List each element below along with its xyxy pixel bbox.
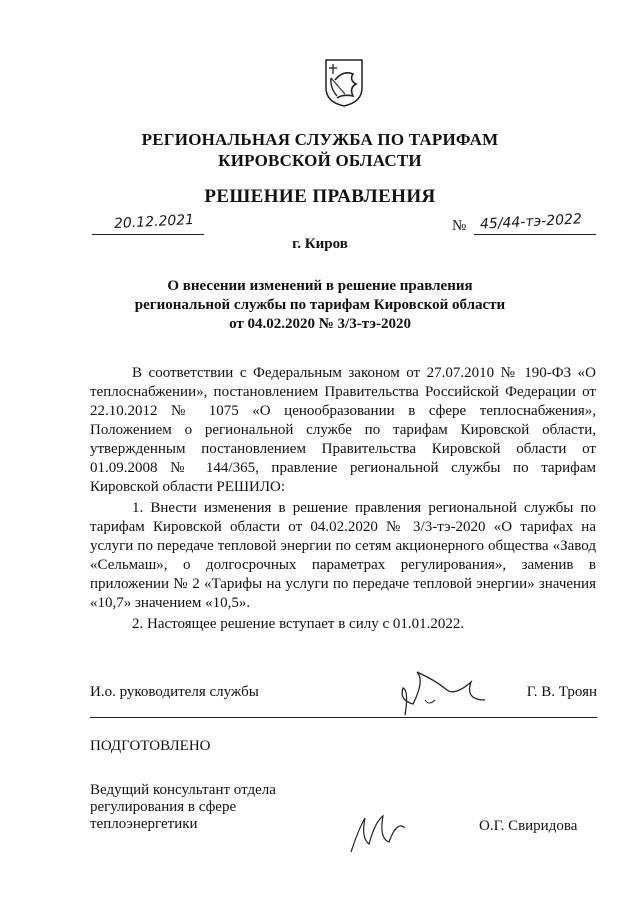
subject-line2: региональной службы по тарифам Кировской области — [134, 297, 506, 313]
preparer-position — [90, 782, 350, 833]
document-body — [90, 364, 596, 634]
signature-mark — [395, 660, 505, 730]
separator-line — [90, 717, 597, 718]
coat-of-arms-icon — [323, 58, 365, 108]
preparer-position-line1: Ведущий консультант отдела — [90, 782, 276, 798]
document-type-title: РЕШЕНИЕ ПРАВЛЕНИЯ — [204, 186, 436, 207]
subject-line3: от 04.02.2020 № 3/3-тэ-2020 — [229, 316, 411, 332]
decision-item-1: 1. Внести изменения в решение правления региональной службы по тарифам Кировской области от 04.02.2020 № 3/3-тэ-2020 «О тарифах на услуги по передаче тепловой энергии по сетям акционерного общества «Завод «Сельмаш», о долгосрочных параметрах регулирования», заменив в приложении № 2 «Тарифы на услуги по передаче тепловой энергии» значения «10,7» значением «10,5». — [90, 500, 596, 611]
preparer-position-line3: теплоэнергетики — [90, 816, 198, 832]
city: г. Киров — [292, 236, 348, 252]
document-date: 20.12.2021 — [113, 211, 195, 233]
preparer-signature-mark — [345, 808, 415, 858]
prepared-label: ПОДГОТОВЛЕНО — [90, 738, 211, 754]
preparer-position-line2: регулирования в сфере — [90, 799, 237, 815]
number-sign: № — [452, 218, 467, 234]
org-name-line2: КИРОВСКОЙ ОБЛАСТИ — [218, 151, 422, 170]
signatory-name: Г. В. Троян — [526, 684, 597, 700]
preparer-name: О.Г. Свиридова — [479, 818, 578, 834]
signatory-title: И.о. руководителя службы — [90, 684, 259, 700]
decision-item-2: 2. Настоящее решение вступает в силу с 01.01.2022. — [132, 616, 465, 632]
subject-line1: О внесении изменений в решение правления — [167, 278, 473, 294]
document-number: 45/44-тэ-2022 — [479, 211, 583, 233]
preamble-paragraph: В соответствии с Федеральным законом от 27.07.2010 № 190-ФЗ «О теплоснабжении», постановлением Правительства Российской Федерации от 22.10.2012 № 1075 «О ценообразовании в сфере теплоснабжения», Положением о региональной службе по тарифам Кировской области, утвержденным постановлением Правительства Кировской области от 01.09.2008 № 144/365, правление региональной службы по тарифам Кировской области РЕШИЛО: — [90, 365, 596, 495]
org-name-line1: РЕГИОНАЛЬНАЯ СЛУЖБА ПО ТАРИФАМ — [141, 130, 499, 149]
